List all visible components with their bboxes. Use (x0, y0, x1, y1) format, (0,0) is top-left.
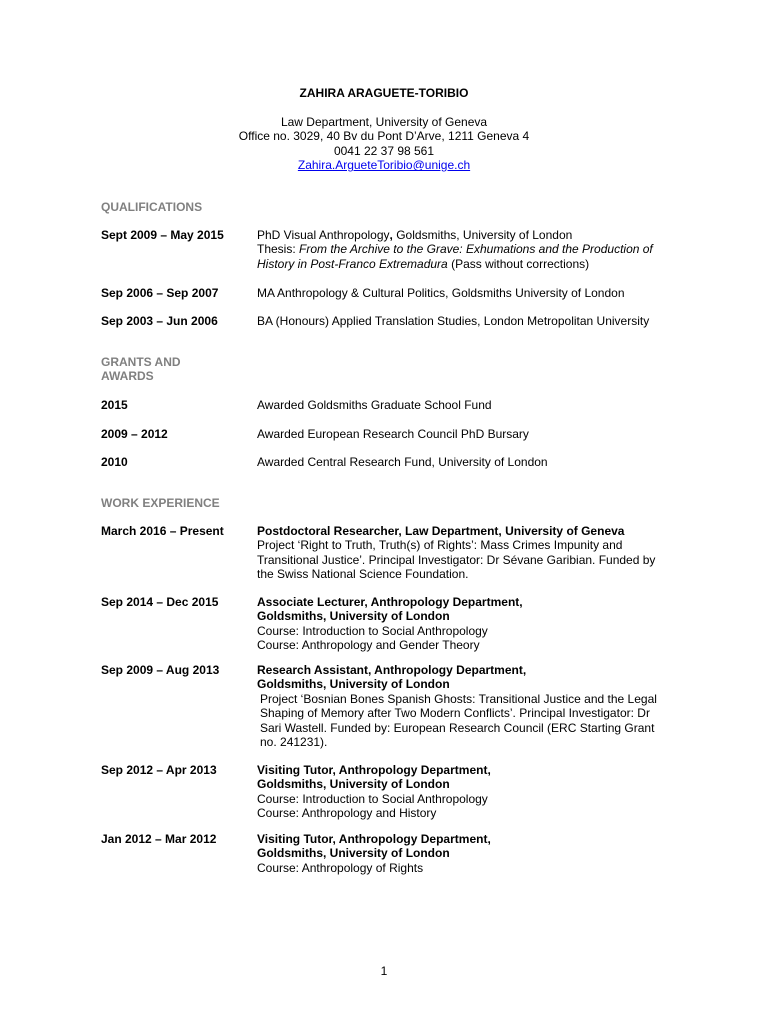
entry-role: Postdoctoral Researcher, Law Department, University of Geneva (257, 524, 625, 538)
entry-role: Visiting Tutor, Anthropology Department, (257, 763, 491, 777)
entry-date: Jan 2012 – Mar 2012 (101, 832, 217, 846)
entry-line: Course: Anthropology and Gender Theory (257, 638, 480, 653)
entry-date: Sep 2012 – Apr 2013 (101, 763, 217, 777)
entry-text: Awarded Goldsmiths Graduate School Fund (257, 398, 492, 412)
entry-role: Associate Lecturer, Anthropology Department, (257, 595, 523, 609)
office-address: Office no. 3029, 40 Bv du Pont D’Arve, 1211 Geneva 4 (238, 129, 530, 144)
entry-line: Course: Introduction to Social Anthropology (257, 623, 488, 638)
entry-date: Sep 2006 – Sep 2007 (101, 286, 219, 300)
degree-text: PhD Visual Anthropology (257, 228, 390, 242)
contact-block (0, 115, 768, 173)
section-title-line: GRANTS AND (101, 355, 181, 369)
entry-date: 2009 – 2012 (101, 427, 168, 441)
section-title-work: WORK EXPERIENCE (101, 496, 220, 510)
entry-institution: Goldsmiths, University of London (257, 677, 450, 692)
entry-line: Shaping of Memory after Two Modern Conflicts’. Principal Investigator: Dr (260, 706, 650, 721)
entry-role: Visiting Tutor, Anthropology Department, (257, 832, 491, 846)
entry-text: Awarded Central Research Fund, University of London (257, 455, 548, 469)
entry-body (257, 663, 697, 749)
entry-date: 2010 (101, 455, 128, 469)
entry-role: Research Assistant, Anthropology Department, (257, 663, 527, 677)
section-title-line: AWARDS (101, 369, 154, 384)
entry-body (257, 763, 707, 821)
phone-number: 0041 22 37 98 561 (333, 143, 435, 158)
entry-institution: Goldsmiths, University of London (257, 609, 450, 624)
entry-date: Sep 2014 – Dec 2015 (101, 595, 219, 609)
entry-text: Awarded European Research Council PhD Bursary (257, 427, 529, 441)
degree-institution: Goldsmiths, University of London (392, 228, 573, 242)
entry-line: Course: Anthropology of Rights (257, 860, 424, 875)
entry-date: Sep 2003 – Jun 2006 (101, 314, 218, 328)
entry-line: Transitional Justice’. Principal Investigator: Dr Sévane Garibian. Funded by (257, 552, 656, 567)
thesis-title-line2: History in Post-Franco Extremadura (257, 256, 448, 271)
entry-text: BA (Honours) Applied Translation Studies, London Metropolitan University (257, 314, 650, 328)
entry-line: Project ‘Right to Truth, Truth(s) of Rights’: Mass Crimes Impunity and (257, 538, 623, 553)
entry-line: Course: Anthropology and History (257, 806, 437, 821)
entry-institution: Goldsmiths, University of London (257, 777, 450, 792)
entry-date: March 2016 – Present (101, 524, 224, 538)
section-title-grants (101, 355, 241, 384)
department: Law Department, University of Geneva (280, 115, 488, 129)
entry-line: the Swiss National Science Foundation. (257, 567, 469, 582)
entry-line: Course: Introduction to Social Anthropology (257, 791, 488, 806)
entry-body (257, 595, 707, 653)
entry-line: Sari Wastell. Funded by: European Research Council (ERC Starting Grant (260, 720, 655, 735)
thesis-label: Thesis: (257, 242, 300, 257)
thesis-note: (Pass without corrections) (447, 256, 590, 271)
entry-date: Sep 2009 – Aug 2013 (101, 663, 220, 677)
email-link[interactable]: Zahira.ArgueteToribio@unige.ch (297, 158, 471, 173)
entry-line: Project ‘Bosnian Bones Spanish Ghosts: Transitional Justice and the Legal (260, 691, 657, 706)
section-title-qualifications: QUALIFICATIONS (101, 200, 203, 214)
entry-body (257, 524, 697, 582)
page-number: 1 (380, 964, 388, 978)
entry-institution: Goldsmiths, University of London (257, 846, 450, 861)
entry-body (257, 228, 705, 271)
entry-body (257, 832, 707, 875)
cv-name: ZAHIRA ARAGUETE-TORIBIO (299, 86, 469, 100)
entry-line: no. 241231). (260, 735, 328, 750)
entry-date: Sept 2009 – May 2015 (101, 228, 224, 242)
entry-date: 2015 (101, 398, 128, 412)
entry-text: MA Anthropology & Cultural Politics, Goldsmiths University of London (257, 286, 625, 300)
degree-comma: , (389, 228, 393, 242)
thesis-title-line1: From the Archive to the Grave: Exhumations and the Production of (299, 242, 653, 257)
